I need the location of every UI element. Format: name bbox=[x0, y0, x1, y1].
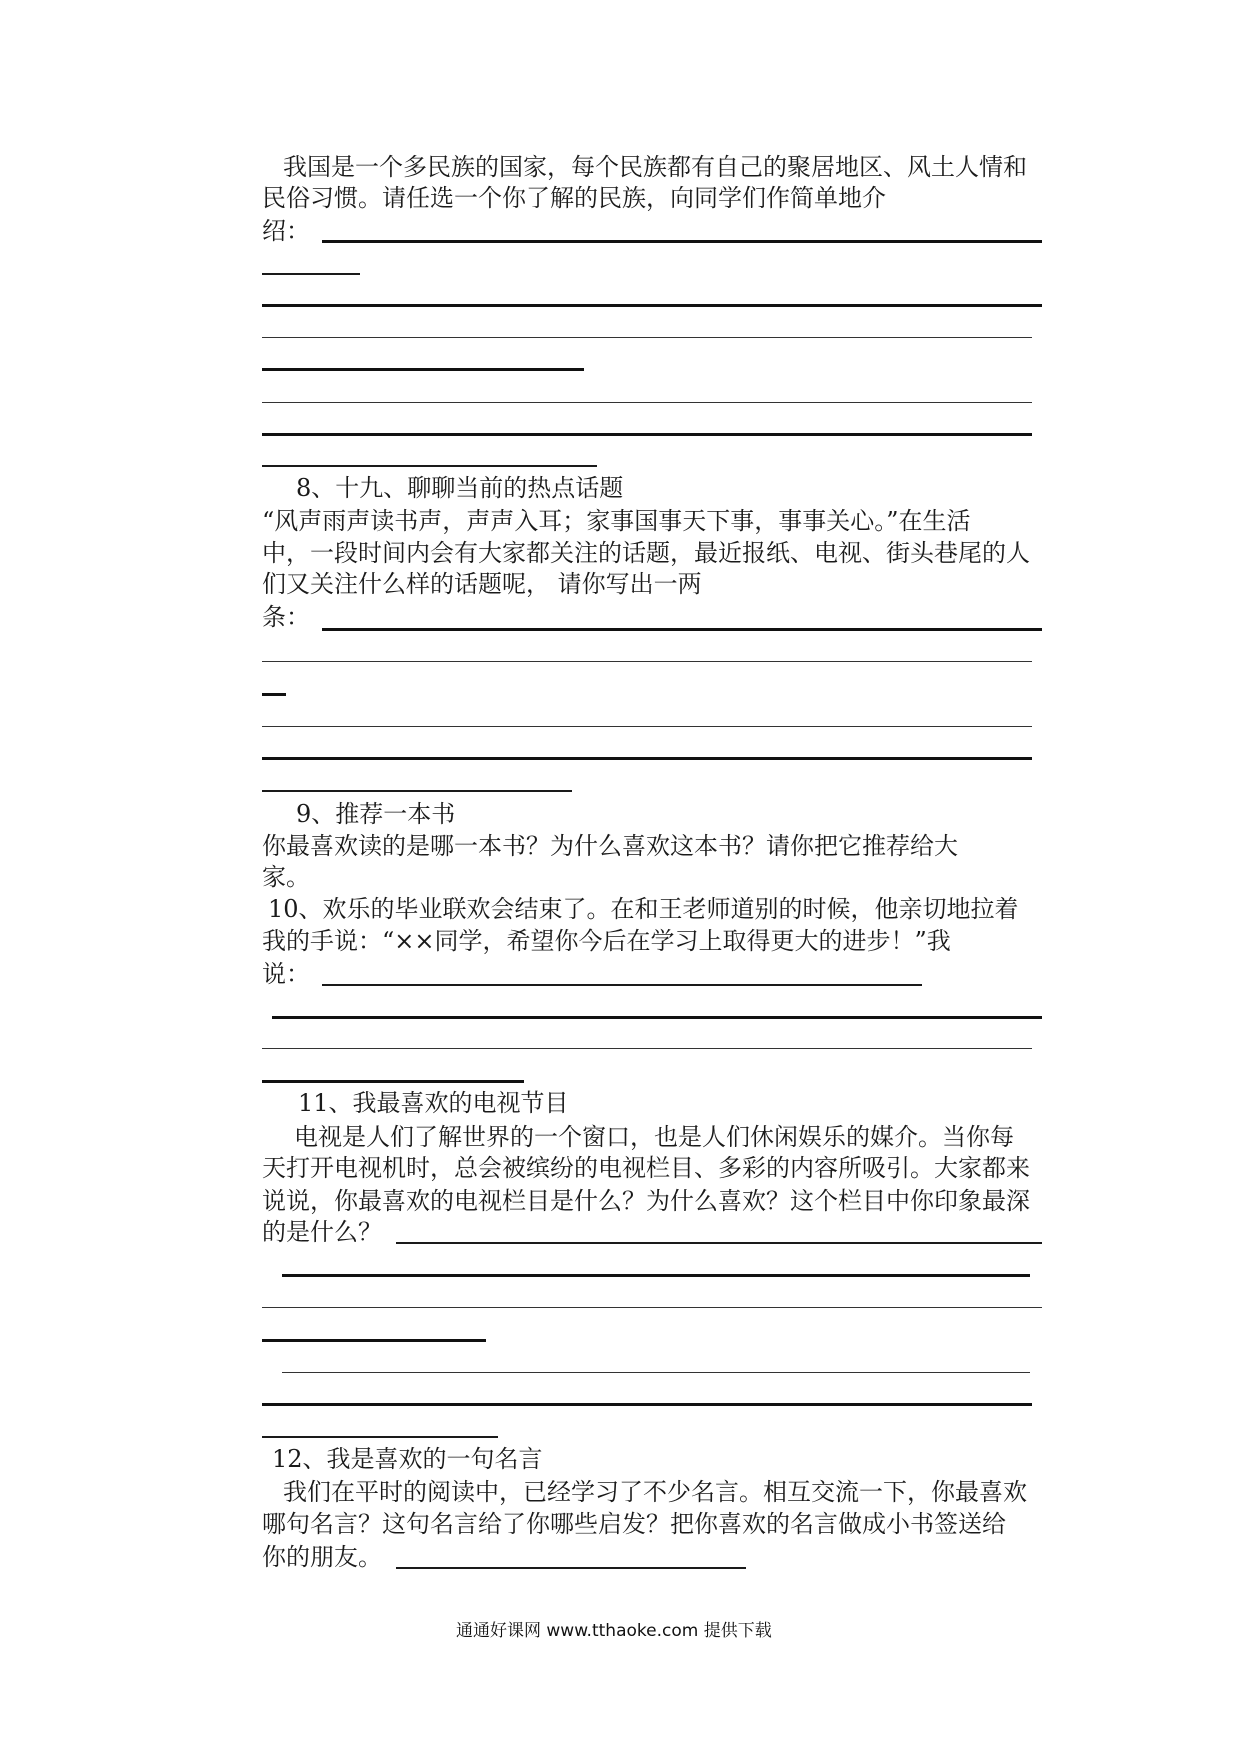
section8-line4: 条： bbox=[262, 603, 310, 631]
footer-credit: 通通好课网 www.tthaoke.com 提供下载 bbox=[456, 1621, 772, 1641]
answer-line[interactable] bbox=[322, 240, 1042, 243]
section8-heading: 8、十九、聊聊当前的热点话题 bbox=[296, 474, 624, 502]
answer-line[interactable] bbox=[262, 757, 1032, 760]
section7-line2: 民俗习惯。请任选一个你了解的民族，向同学们作简单地介 bbox=[262, 184, 886, 212]
section11-line4: 的是什么？ bbox=[262, 1218, 382, 1246]
answer-line[interactable] bbox=[262, 726, 1032, 727]
answer-line[interactable] bbox=[262, 1080, 524, 1083]
answer-line[interactable] bbox=[262, 1339, 486, 1342]
section10-line3: 说： bbox=[262, 960, 310, 988]
answer-line[interactable] bbox=[262, 433, 1032, 436]
section9-heading: 9、推荐一本书 bbox=[296, 800, 456, 828]
section7-line1: 我国是一个多民族的国家，每个民族都有自己的聚居地区、风土人情和 bbox=[283, 153, 1027, 181]
section9-line1: 你最喜欢读的是哪一本书？为什么喜欢这本书？请你把它推荐给大 bbox=[262, 832, 958, 860]
answer-line[interactable] bbox=[262, 368, 584, 371]
section10-line2: 我的手说：“××同学，希望你今后在学习上取得更大的进步！”我 bbox=[262, 927, 951, 955]
answer-line[interactable] bbox=[262, 273, 360, 275]
answer-line[interactable] bbox=[396, 1567, 746, 1569]
answer-line[interactable] bbox=[262, 693, 286, 696]
answer-line[interactable] bbox=[322, 984, 922, 986]
section11-line1: 电视是人们了解世界的一个窗口，也是人们休闲娱乐的媒介。当你每 bbox=[294, 1123, 1014, 1151]
section8-line2: 中，一段时间内会有大家都关注的话题，最近报纸、电视、街头巷尾的人 bbox=[262, 539, 1030, 567]
section7-line3: 绍： bbox=[262, 217, 310, 245]
section8-line1: “风声雨声读书声，声声入耳；家事国事天下事，事事关心。”在生活 bbox=[262, 507, 971, 535]
answer-line[interactable] bbox=[322, 628, 1042, 631]
answer-line[interactable] bbox=[262, 1048, 1032, 1049]
answer-line[interactable] bbox=[282, 1372, 1030, 1373]
answer-line[interactable] bbox=[262, 1403, 1032, 1406]
answer-line[interactable] bbox=[262, 1436, 498, 1438]
answer-line[interactable] bbox=[262, 304, 1042, 307]
section12-line2: 哪句名言？这句名言给了你哪些启发？把你喜欢的名言做成小书签送给 bbox=[262, 1510, 1006, 1538]
answer-line[interactable] bbox=[262, 1307, 1042, 1308]
answer-line[interactable] bbox=[262, 790, 572, 792]
answer-line[interactable] bbox=[272, 1016, 1042, 1019]
section9-line2: 家。 bbox=[262, 863, 310, 891]
answer-line[interactable] bbox=[262, 661, 1032, 662]
section12-line1: 我们在平时的阅读中，已经学习了不少名言。相互交流一下，你最喜欢 bbox=[283, 1478, 1027, 1506]
answer-line[interactable] bbox=[262, 402, 1032, 403]
answer-line[interactable] bbox=[396, 1242, 1042, 1244]
section11-heading: 11、我最喜欢的电视节目 bbox=[298, 1089, 569, 1117]
section10-line1: 10、欢乐的毕业联欢会结束了。在和王老师道别的时候，他亲切地拉着 bbox=[268, 895, 1019, 923]
section12-line3: 你的朋友。 bbox=[262, 1543, 382, 1571]
section12-heading: 12、我是喜欢的一句名言 bbox=[272, 1445, 543, 1473]
section11-line2: 天打开电视机时，总会被缤纷的电视栏目、多彩的内容所吸引。大家都来 bbox=[262, 1154, 1030, 1182]
section8-line3: 们又关注什么样的话题呢， 请你写出一两 bbox=[262, 570, 702, 598]
answer-line[interactable] bbox=[262, 465, 597, 467]
section11-line3: 说说，你最喜欢的电视栏目是什么？为什么喜欢？这个栏目中你印象最深 bbox=[262, 1187, 1030, 1215]
answer-line[interactable] bbox=[282, 1274, 1030, 1277]
answer-line[interactable] bbox=[262, 337, 1032, 338]
